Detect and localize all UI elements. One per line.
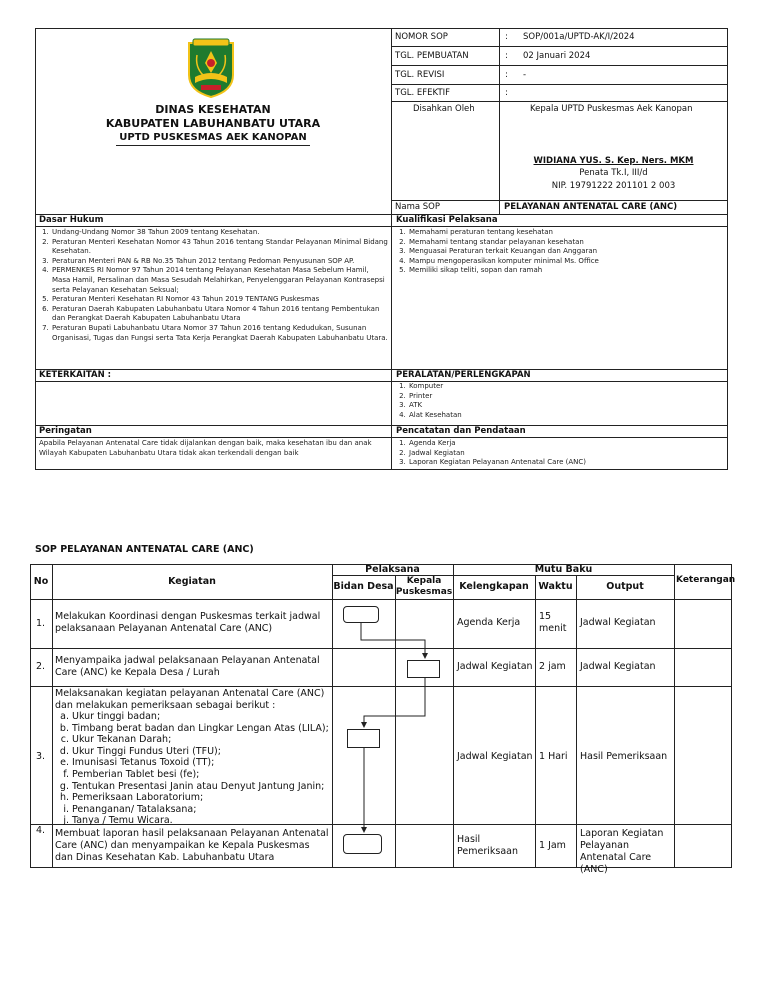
peralatan-item: 2. Printer bbox=[408, 392, 725, 402]
kualifikasi-item: 3. Menguasai Peraturan terkait Keuangan dan Anggaran bbox=[408, 247, 725, 257]
signer-name: WIDIANA YUS. S. Kep. Ners. MKM bbox=[533, 156, 694, 166]
divider bbox=[391, 28, 392, 470]
dept-line1: DINAS KESEHATAN bbox=[155, 103, 271, 116]
pencatatan-title: Pencatatan dan Pendataan bbox=[396, 426, 526, 436]
col-mutu-baku: Mutu Baku bbox=[534, 564, 593, 575]
row3-output: Hasil Pemeriksaan bbox=[580, 751, 668, 762]
unit-name: UPTD PUSKESMAS AEK KANOPAN bbox=[119, 132, 307, 143]
dasar-hukum-item: 2. Peraturan Menteri Kesehatan Nomor 43 Tahun 2016 tentang Standar Pelayanan Minimal Bidang Kesehatan. bbox=[51, 238, 388, 257]
pemeriksaan-item: f. Pemberian Tablet besi (fe); bbox=[72, 769, 330, 781]
col-pelaksana: Pelaksana bbox=[365, 564, 420, 575]
row3-kelengkapan: Jadwal Kegiatan bbox=[457, 751, 533, 762]
tgl-pembuatan-label: TGL. PEMBUATAN bbox=[395, 51, 469, 61]
pencatatan-item: 3. Laporan Kegiatan Pelayanan Antenatal Care (ANC) bbox=[408, 458, 725, 468]
peringatan-text: Apabila Pelayanan Antenatal Care tidak dijalankan dengan baik, maka kesehatan ibu dan anak Wilayah Kabupaten Labuhanbatu Utara tidak akan terkendali dengan baik bbox=[39, 439, 372, 457]
peralatan-list bbox=[395, 382, 725, 420]
dasar-hukum-item: 4. PERMENKES RI Nomor 97 Tahun 2014 tentang Pelayanan Kesehatan Masa Sebelum Hamil, Masa Hamil, Persalinan dan Masa Sesudah Melahirkan, Penyelenggaran Pelayanan Kontrasepsi serta Pelayanan Kesehatan Seksual; bbox=[51, 266, 388, 295]
kualifikasi-item: 5. Memiliki sikap teliti, sopan dan ramah bbox=[408, 266, 725, 276]
row4-output: Laporan Kegiatan Pelayanan Antenatal Care (ANC) bbox=[580, 828, 664, 875]
pemeriksaan-item: j. Tanya / Temu Wicara. bbox=[72, 815, 330, 827]
signer-nip: NIP. 19791222 201101 2 003 bbox=[551, 181, 676, 191]
peralatan-item: 3. ATK bbox=[408, 401, 725, 411]
nomor-sep: : bbox=[505, 32, 508, 42]
sop-title: SOP PELAYANAN ANTENATAL CARE (ANC) bbox=[35, 544, 254, 555]
col-kepala-puskesmas: Kepala Puskesmas bbox=[395, 576, 453, 597]
col-kegiatan: Kegiatan bbox=[168, 576, 216, 587]
tgl-revisi-label: TGL. REVISI bbox=[395, 70, 445, 80]
row1-waktu: 15 menit bbox=[539, 611, 567, 634]
pencatatan-item: 1. Agenda Kerja bbox=[408, 439, 725, 449]
nama-sop-value: PELAYANAN ANTENATAL CARE (ANC) bbox=[504, 202, 678, 212]
dasar-hukum-item: 3. Peraturan Menteri PAN & RB No.35 Tahun 2012 tentang Pedoman Penyusunan SOP AP. bbox=[51, 257, 388, 267]
pencatatan-item: 2. Jadwal Kegiatan bbox=[408, 449, 725, 459]
nomor-label: NOMOR SOP bbox=[395, 32, 448, 42]
row4-no: 4. bbox=[36, 825, 46, 836]
flow-connectors bbox=[330, 600, 460, 868]
nama-sop-label: Nama SOP bbox=[395, 202, 440, 212]
tgl-efektif-label: TGL. EFEKTIF bbox=[395, 88, 451, 98]
tgl-revisi-sep: : bbox=[505, 70, 508, 80]
kualifikasi-list bbox=[395, 228, 725, 276]
row1-no: 1. bbox=[36, 618, 46, 629]
signer-rank: Penata Tk.I, III/d bbox=[579, 168, 648, 178]
tgl-efektif-sep: : bbox=[505, 88, 508, 98]
row4-waktu: 1 Jam bbox=[539, 840, 566, 851]
pencatatan-list bbox=[395, 439, 725, 468]
pemeriksaan-item: d. Ukur Tinggi Fundus Uteri (TFU); bbox=[72, 746, 330, 758]
col-keterangan: Keterangan bbox=[676, 575, 736, 585]
row3-waktu: 1 Hari bbox=[539, 751, 568, 762]
row4-kegiatan: Membuat laporan hasil pelaksanaan Pelayanan Antenatal Care (ANC) dan menyampaikan ke Kepala Puskesmas dan Dinas Kesehatan Kab. Labuhanbatu Utara bbox=[55, 828, 329, 863]
row3-no: 3. bbox=[36, 751, 46, 762]
kualifikasi-item: 4. Mampu mengoperasikan komputer minimal Ms. Office bbox=[408, 257, 725, 267]
pemeriksaan-item: h. Pemeriksaan Laboratorium; bbox=[72, 792, 330, 804]
nomor-value: SOP/001a/UPTD-AK/I/2024 bbox=[523, 32, 635, 42]
peralatan-item: 4. Alat Kesehatan bbox=[408, 411, 725, 421]
dasar-hukum-item: 6. Peraturan Daerah Kabupaten Labuhanbatu Utara Nomor 4 Tahun 2016 tentang Pembentukan dan Perangkat Daerah Kabupaten Labuhanbatu Utara bbox=[51, 305, 388, 324]
row1-output: Jadwal Kegiatan bbox=[580, 617, 656, 628]
dasar-hukum-item: 1. Undang-Undang Nomor 38 Tahun 2009 tentang Kesehatan. bbox=[51, 228, 388, 238]
col-waktu: Waktu bbox=[538, 581, 573, 592]
pemeriksaan-item: e. Imunisasi Tetanus Toxoid (TT); bbox=[72, 757, 330, 769]
regency-crest-icon bbox=[185, 37, 237, 99]
row2-kegiatan: Menyampaika jadwal pelaksanaan Pelayanan Antenatal Care (ANC) ke Kepala Desa / Lurah bbox=[55, 655, 320, 678]
tgl-pembuatan-value: 02 Januari 2024 bbox=[523, 51, 591, 61]
col-no: No bbox=[33, 576, 49, 587]
pemeriksaan-item: g. Tentukan Presentasi Janin atau Denyut Jantung Janin; bbox=[72, 781, 330, 793]
col-output: Output bbox=[606, 581, 644, 592]
pemeriksaan-item: b. Timbang berat badan dan Lingkar Lengan Atas (LILA); bbox=[72, 723, 330, 735]
row2-waktu: 2 jam bbox=[539, 661, 566, 672]
dasar-hukum-item: 5. Peraturan Menteri Kesehatan RI Nomor 43 Tahun 2019 TENTANG Puskesmas bbox=[51, 295, 388, 305]
peringatan-title: Peringatan bbox=[39, 426, 92, 436]
row2-output: Jadwal Kegiatan bbox=[580, 661, 656, 672]
row3-sub-list bbox=[30, 711, 330, 827]
pemeriksaan-item: c. Ukur Tekanan Darah; bbox=[72, 734, 330, 746]
col-bidan-desa: Bidan Desa bbox=[333, 581, 394, 592]
tgl-pembuatan-sep: : bbox=[505, 51, 508, 61]
row1-kelengkapan: Agenda Kerja bbox=[457, 617, 521, 628]
disahkan-label: Disahkan Oleh bbox=[413, 104, 475, 114]
peralatan-title: PERALATAN/PERLENGKAPAN bbox=[396, 370, 531, 380]
dept-line2: KABUPATEN LABUHANBATU UTARA bbox=[105, 117, 321, 130]
kualifikasi-item: 2. Memahami tentang standar pelayanan kesehatan bbox=[408, 238, 725, 248]
row2-kelengkapan: Jadwal Kegiatan bbox=[457, 661, 533, 672]
kualifikasi-item: 1. Memahami peraturan tentang kesehatan bbox=[408, 228, 725, 238]
row4-kelengkapan: Hasil Pemeriksaan bbox=[457, 834, 518, 857]
keterkaitan-title: KETERKAITAN : bbox=[39, 370, 112, 380]
row2-no: 2. bbox=[36, 661, 46, 672]
pemeriksaan-item: a. Ukur tinggi badan; bbox=[72, 711, 330, 723]
dasar-hukum-item: 7. Peraturan Bupati Labuhanbatu Utara Nomor 37 Tahun 2016 tentang Kedudukan, Susunan Organisasi, Tugas dan Fungsi serta Tata Kerja Perangkat Daerah Kabupaten Labuhanbatu Utara. bbox=[51, 324, 388, 343]
kualifikasi-title: Kualifikasi Pelaksana bbox=[396, 215, 498, 225]
pemeriksaan-item: i. Penanganan/ Tatalaksana; bbox=[72, 804, 330, 816]
dasar-hukum-title: Dasar Hukum bbox=[39, 215, 104, 225]
col-kelengkapan: Kelengkapan bbox=[459, 581, 529, 592]
tgl-revisi-value: - bbox=[523, 70, 527, 80]
row1-kegiatan: Melakukan Koordinasi dengan Puskesmas terkait jadwal pelaksanaan Pelayanan Antenatal Care (ANC) bbox=[55, 611, 321, 634]
disahkan-role: Kepala UPTD Puskesmas Aek Kanopan bbox=[530, 104, 693, 114]
dasar-hukum-list bbox=[38, 228, 388, 343]
row3-kegiatan: Melaksanakan kegiatan pelayanan Antenatal Care (ANC) dan melakukan pemeriksaan sebagai berikut : bbox=[55, 688, 325, 711]
peralatan-item: 1. Komputer bbox=[408, 382, 725, 392]
